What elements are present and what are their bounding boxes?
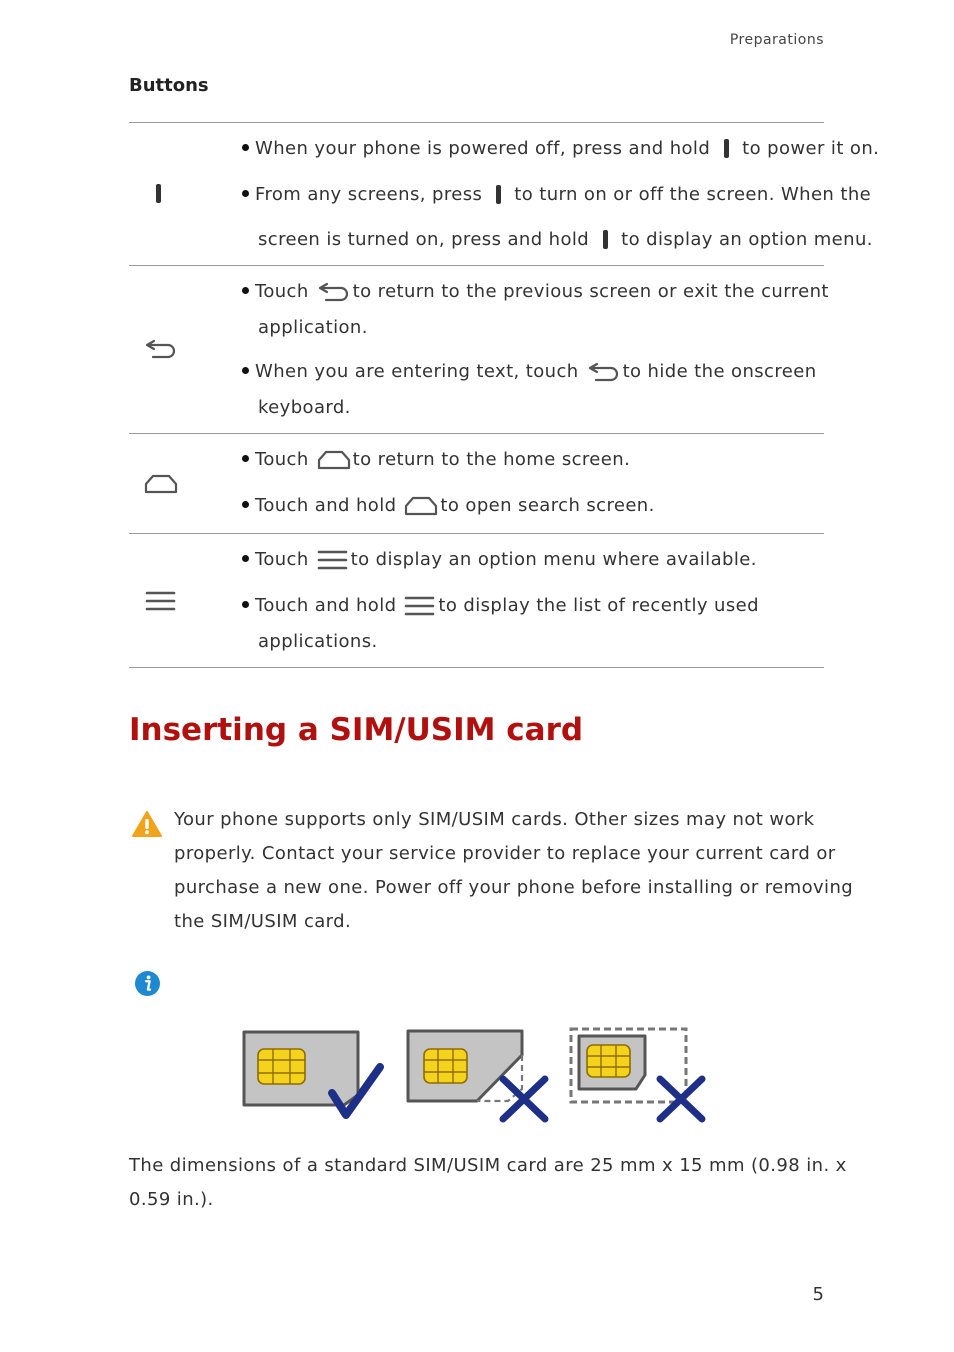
list-item-continued: application. (258, 317, 368, 338)
line-text: Touch and hold (255, 595, 397, 616)
table-rule (129, 265, 824, 266)
bullet (242, 287, 249, 294)
cross-icon (660, 1079, 702, 1119)
line-text: to display an option menu. (621, 229, 873, 250)
warning-line: properly. Contact your service provider to replace your current card or (174, 843, 836, 864)
list-item (240, 360, 817, 384)
dimensions-text (129, 1149, 847, 1217)
bullet (242, 501, 249, 508)
list-item-continued (258, 228, 873, 252)
line-text: to display the list of recently used (438, 595, 759, 616)
menu-key-icon (145, 590, 177, 616)
bullet (242, 455, 249, 462)
warning-line: the SIM/USIM card. (174, 911, 352, 932)
power-key-icon (595, 229, 615, 251)
line-text: Touch (255, 449, 309, 470)
power-key-icon (488, 184, 508, 206)
dimensions-line: The dimensions of a standard SIM/USIM card are 25 mm x 15 mm (0.98 in. x (129, 1155, 847, 1176)
page-number: 5 (812, 1284, 824, 1305)
warning-icon (131, 810, 163, 842)
bullet (242, 144, 249, 151)
line-text: When you are entering text, touch (255, 361, 579, 382)
cut-sim-card (408, 1031, 522, 1101)
line-text: to display an option menu where available. (350, 549, 757, 570)
table-rule (129, 122, 824, 123)
line-text: screen is turned on, press and hold (258, 229, 590, 250)
line-text: From any screens, press (255, 184, 483, 205)
menu-key-icon (317, 549, 349, 571)
section-title-buttons: Buttons (129, 75, 209, 96)
back-key-icon (144, 338, 178, 364)
list-item (240, 137, 879, 161)
menu-key-icon (404, 595, 436, 617)
back-key-icon (317, 281, 351, 303)
list-item (240, 548, 757, 572)
power-key-icon (716, 138, 736, 160)
sim-card-illustration (240, 1025, 710, 1129)
home-key-icon (317, 449, 351, 471)
list-item (240, 280, 829, 304)
bullet (242, 555, 249, 562)
line-text: to turn on or off the screen. When the (514, 184, 872, 205)
running-header: Preparations (729, 32, 824, 48)
section-heading: Inserting a SIM/USIM card (129, 712, 584, 748)
back-key-icon (587, 361, 621, 383)
list-item (240, 594, 759, 618)
list-item-continued: keyboard. (258, 397, 351, 418)
line-text: to open search screen. (440, 495, 655, 516)
bullet (242, 601, 249, 608)
line-text: to hide the onscreen (622, 361, 817, 382)
list-item (240, 183, 871, 207)
table-rule (129, 533, 824, 534)
dimensions-line: 0.59 in.). (129, 1189, 214, 1210)
table-rule (129, 433, 824, 434)
bullet (242, 190, 249, 197)
warning-line: Your phone supports only SIM/USIM cards. Other sizes may not work (174, 809, 815, 830)
line-text: When your phone is powered off, press and hold (255, 138, 711, 159)
list-item (240, 494, 655, 518)
power-key-icon (155, 183, 163, 209)
line-text: Touch (255, 281, 309, 302)
table-rule (129, 667, 824, 668)
home-key-icon (144, 473, 178, 499)
home-key-icon (404, 495, 438, 517)
info-icon (134, 970, 161, 1001)
list-item (240, 448, 630, 472)
line-text: to return to the home screen. (352, 449, 631, 470)
bullet (242, 367, 249, 374)
list-item-continued: applications. (258, 631, 378, 652)
standard-sim-card (244, 1032, 358, 1105)
line-text: Touch and hold (255, 495, 397, 516)
warning-line: purchase a new one. Power off your phone before installing or removing (174, 877, 854, 898)
line-text: to return to the previous screen or exit the current (352, 281, 829, 302)
warning-text (174, 803, 853, 939)
line-text: to power it on. (742, 138, 880, 159)
line-text: Touch (255, 549, 309, 570)
